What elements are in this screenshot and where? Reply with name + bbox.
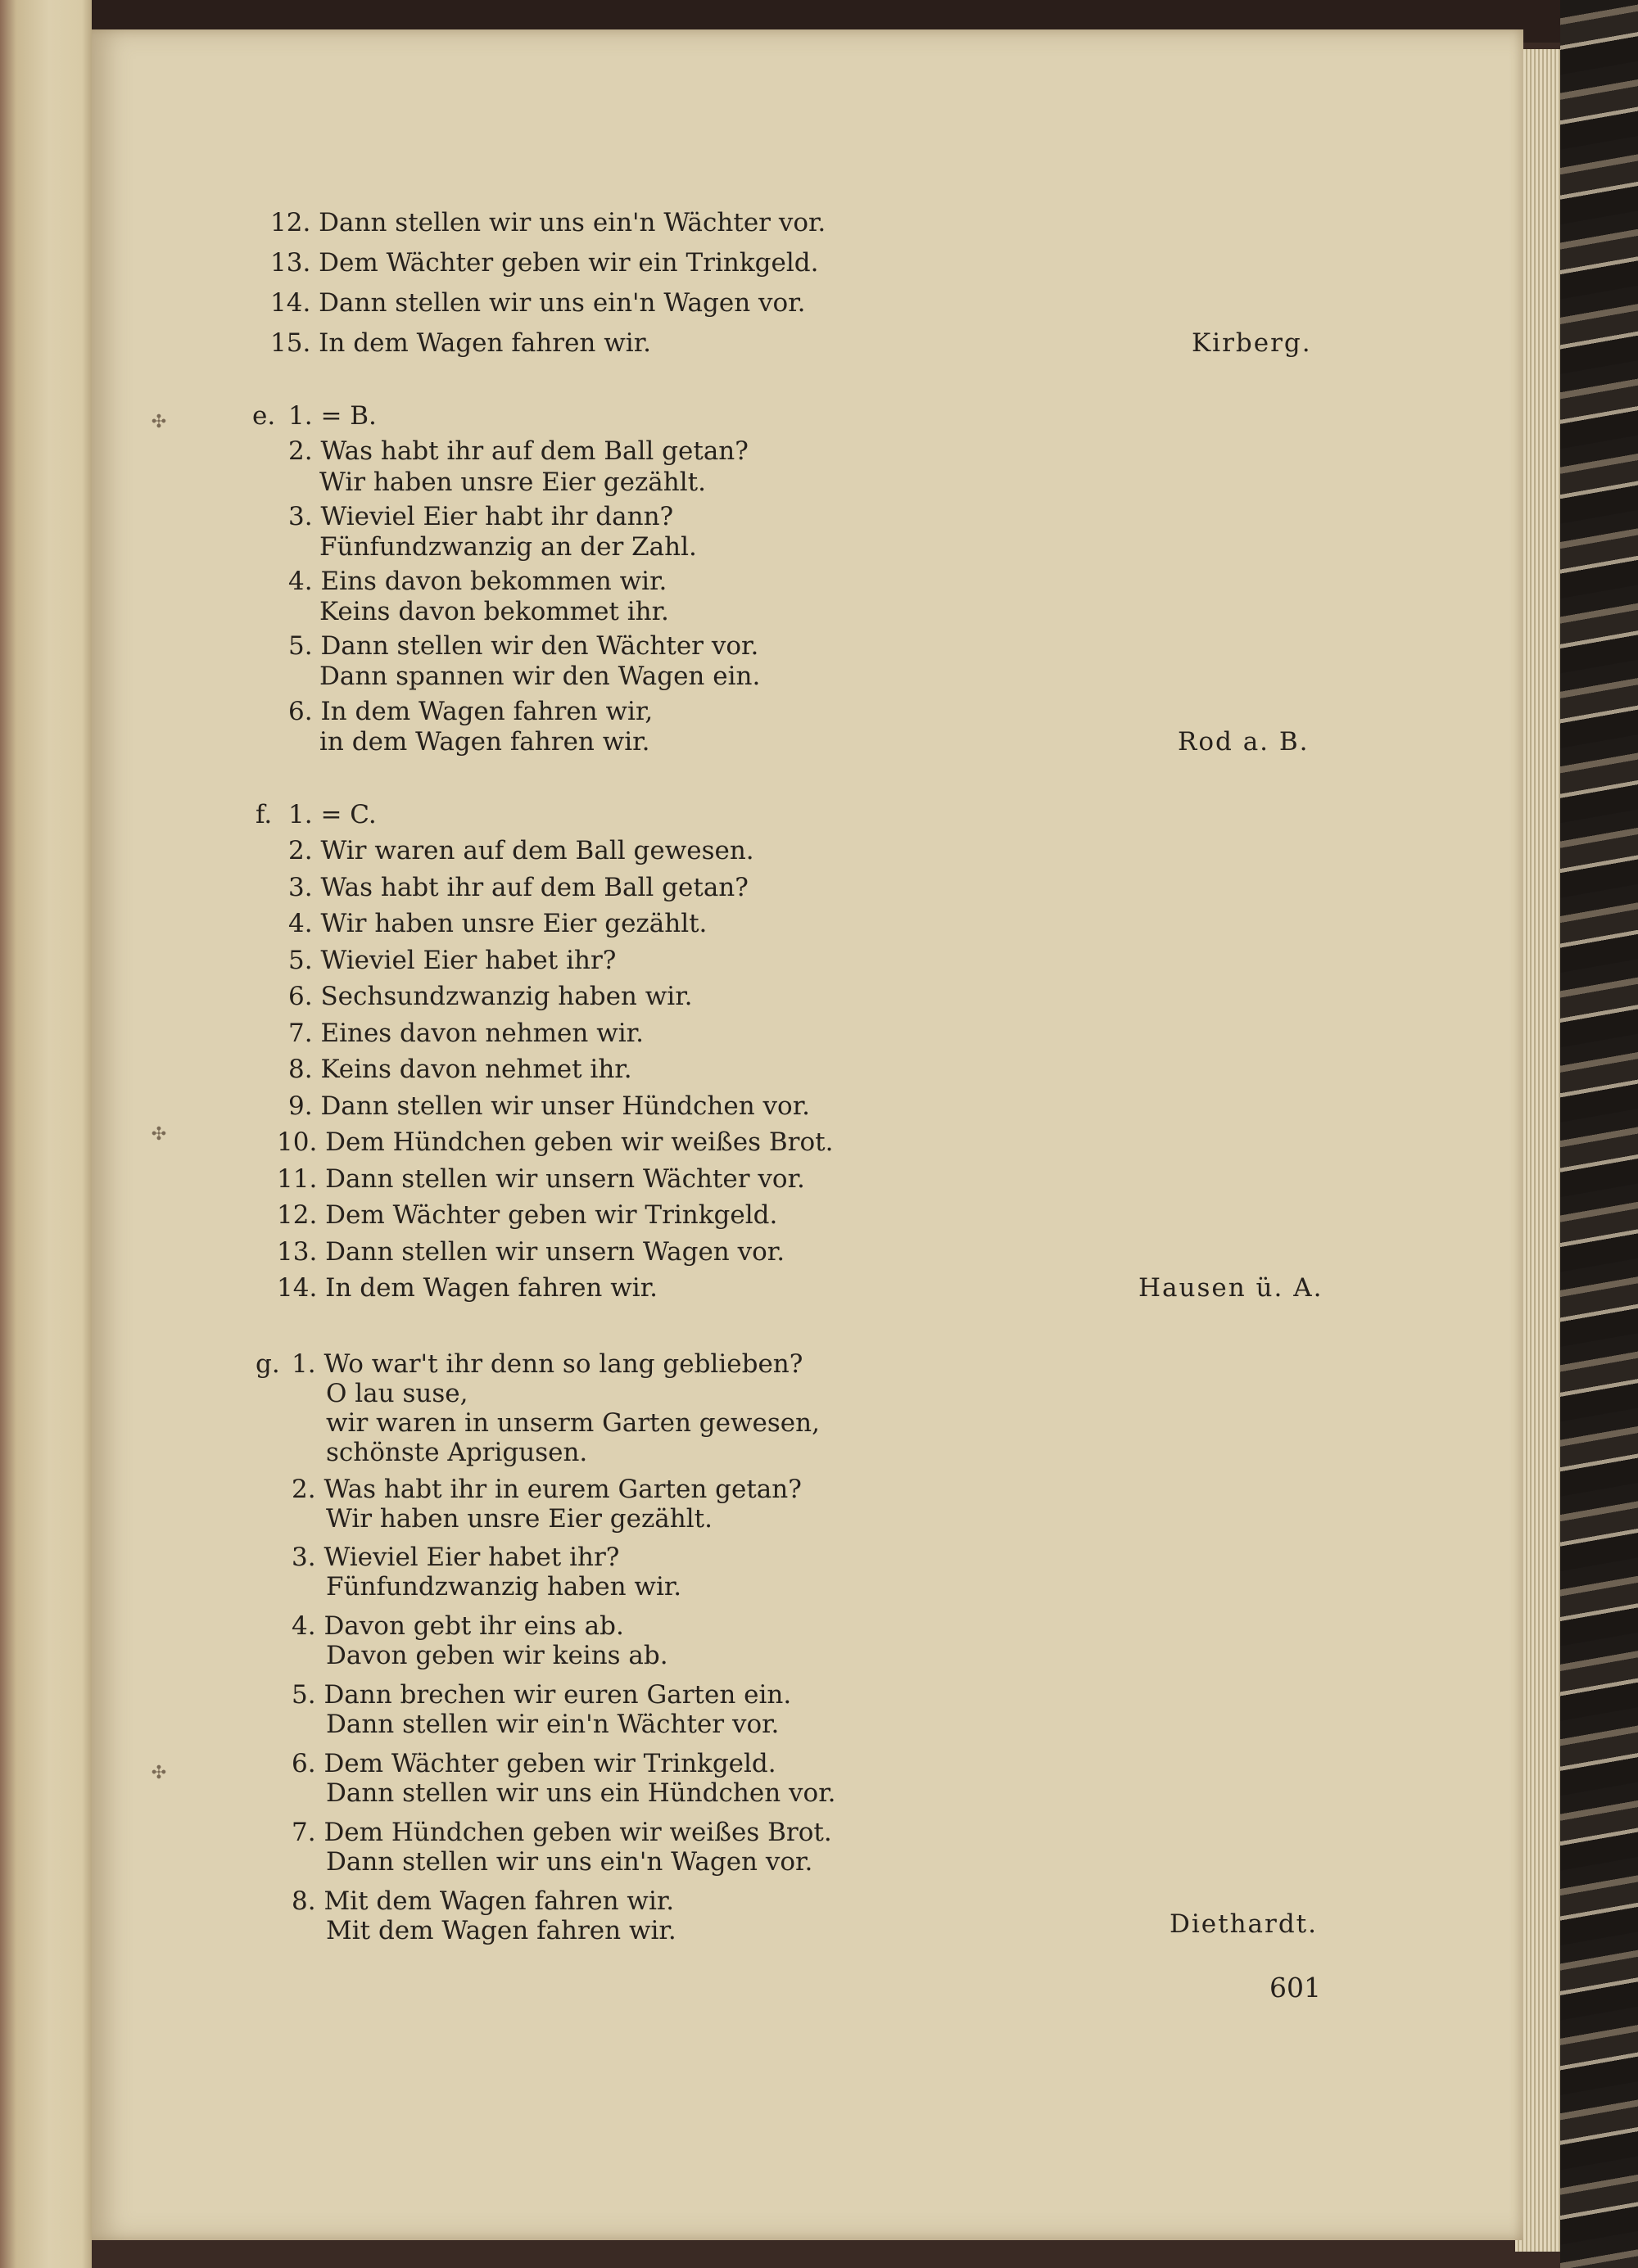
verse-line: 11. Dann stellen wir unsern Wächter vor. [277, 1164, 805, 1194]
section-label: e. [252, 401, 276, 431]
verse-line: 2. Was habt ihr auf dem Ball getan? [288, 436, 749, 466]
section-label: g. [256, 1349, 280, 1379]
verse-line: 8. Mit dem Wagen fahren wir. [292, 1886, 675, 1916]
verse-line: 8. Keins davon nehmet ihr. [288, 1055, 632, 1084]
verse-line: Mit dem Wagen fahren wir. [326, 1916, 676, 1945]
page-number: 601 [1269, 1972, 1321, 2004]
verse-line: 6. Sechsundzwanzig haben wir. [288, 982, 693, 1011]
verse-line: 12. Dann stellen wir uns ein'n Wächter vor. [270, 208, 826, 237]
verse-line: Dann stellen wir uns ein'n Wagen vor. [326, 1847, 813, 1877]
verse-line: 14. Dann stellen wir uns ein'n Wagen vor. [270, 288, 806, 318]
binding-stitch: ✣ [151, 412, 167, 432]
verse-line: Dann spannen wir den Wagen ein. [319, 662, 761, 691]
verse-line: 15. In dem Wagen fahren wir. [270, 328, 651, 358]
verse-line: 3. Was habt ihr auf dem Ball getan? [288, 873, 749, 902]
verse-line: Keins davon bekommet ihr. [319, 597, 669, 626]
verse-line: wir waren in unserm Garten gewesen, [326, 1408, 820, 1438]
verse-line: 2. Wir waren auf dem Ball gewesen. [288, 836, 754, 865]
verse-line: Dann stellen wir uns ein Hündchen vor. [326, 1778, 836, 1808]
verse-line: 10. Dem Hündchen geben wir weißes Brot. [277, 1127, 834, 1157]
verse-line: schönste Aprigusen. [326, 1438, 588, 1467]
verse-line: 1. = B. [288, 401, 377, 431]
verse-line: Dann stellen wir ein'n Wächter vor. [326, 1710, 780, 1739]
verse-line: 4. Davon gebt ihr eins ab. [292, 1611, 624, 1641]
verse-line: 14. In dem Wagen fahren wir. [277, 1273, 658, 1303]
place-name: Hausen ü. A. [1138, 1273, 1324, 1303]
verse-line: 5. Dann brechen wir euren Garten ein. [292, 1680, 792, 1710]
verse-line: 3. Wieviel Eier habt ihr dann? [288, 502, 674, 531]
section-label: f. [256, 800, 273, 829]
verse-line: 7. Eines davon nehmen wir. [288, 1019, 644, 1048]
verse-line: O lau suse, [326, 1379, 468, 1408]
place-name: Diethardt. [1170, 1909, 1318, 1939]
verse-line: Fünfundzwanzig an der Zahl. [319, 532, 697, 562]
verse-line: Wir haben unsre Eier gezählt. [319, 468, 706, 497]
left-page-edge [0, 0, 92, 2268]
verse-line: 1. Wo war't ihr denn so lang geblieben? [292, 1349, 803, 1379]
verse-line: 5. Dann stellen wir den Wächter vor. [288, 631, 759, 661]
verse-line: in dem Wagen fahren wir. [319, 727, 650, 757]
verse-line: 13. Dann stellen wir unsern Wagen vor. [277, 1237, 785, 1267]
verse-line: 3. Wieviel Eier habet ihr? [292, 1543, 620, 1572]
binding-stitch: ✣ [151, 1124, 167, 1145]
place-name: Kirberg. [1192, 328, 1312, 358]
place-name: Rod a. B. [1178, 727, 1310, 757]
verse-line: 4. Wir haben unsre Eier gezählt. [288, 909, 708, 938]
verse-line: 9. Dann stellen wir unser Hündchen vor. [288, 1091, 810, 1121]
binding-stitch: ✣ [151, 1763, 167, 1783]
verse-line: Fünfundzwanzig haben wir. [326, 1572, 682, 1602]
verse-line: 2. Was habt ihr in eurem Garten getan? [292, 1475, 802, 1504]
verse-line: 13. Dem Wächter geben wir ein Trinkgeld. [270, 248, 819, 278]
verse-line: Davon geben wir keins ab. [326, 1641, 668, 1670]
verse-line: 6. In dem Wagen fahren wir, [288, 697, 654, 726]
verse-line: 7. Dem Hündchen geben wir weißes Brot. [292, 1818, 832, 1847]
verse-line: 12. Dem Wächter geben wir Trinkgeld. [277, 1200, 778, 1230]
marbled-cover [1560, 0, 1638, 2268]
verse-line: 4. Eins davon bekommen wir. [288, 567, 667, 596]
verse-line: 5. Wieviel Eier habet ihr? [288, 946, 617, 975]
verse-line: Wir haben unsre Eier gezählt. [326, 1504, 713, 1534]
verse-line: 1. = C. [288, 800, 377, 829]
verse-line: 6. Dem Wächter geben wir Trinkgeld. [292, 1749, 776, 1778]
